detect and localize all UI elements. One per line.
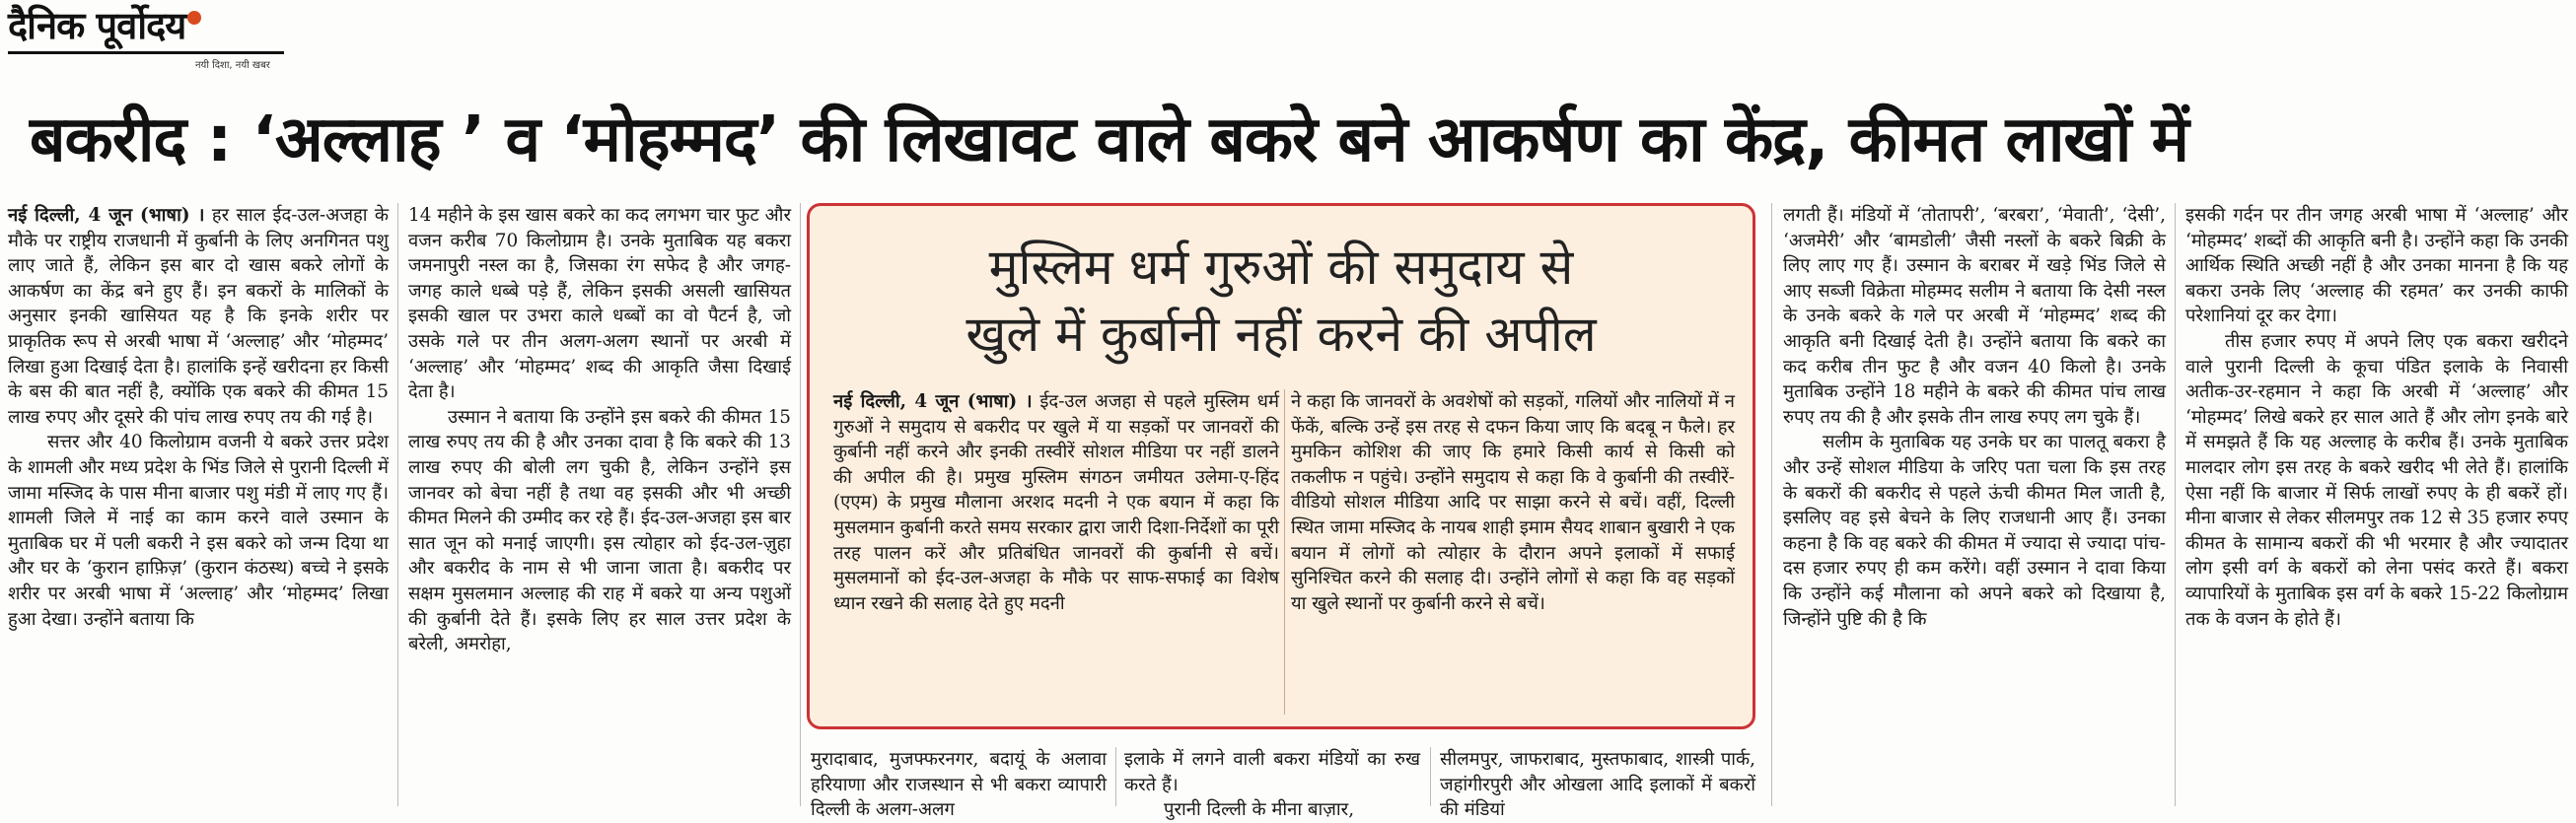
article-column-5	[1440, 747, 1755, 821]
column-divider	[1115, 747, 1116, 806]
sidebar-story-box	[807, 203, 1755, 729]
paragraph: सीलमपुर, जाफराबाद, मुस्तफाबाद, शास्त्री पार्क, जहांगीरपुरी और ओखला आदि इलाकों में बकरों की मंडियां	[1440, 749, 1755, 821]
logo-sun-icon	[187, 11, 201, 25]
masthead	[8, 2, 304, 73]
paragraph: सत्तर और 40 किलोग्राम वजनी ये बकरे उत्तर प्रदेश के शामली और मध्य प्रदेश के भिंड जिले से पुरानी दिल्ली में जामा मस्जिद के पास मीना बाजार पशु मंडी में लाए गए हैं। शामली जिले में नाई का काम करने वाले उस्मान के मुताबिक घर में पली बकरी ने इस बकरे को जन्म दिया था और घर के ‘कुरान हाफ़िज़’ (कुरान कंठस्थ) बच्चे ने इसके शरीर पर अरबी भाषा में ‘अल्लाह’ और ‘मोहम्मद’ लिखा हुआ देखा। उन्होंने बताया कि	[8, 432, 389, 630]
dateline: नई दिल्ली, 4 जून (भाषा) ।	[8, 205, 205, 226]
article-column-2	[408, 203, 791, 806]
paragraph: 14 महीने के इस खास बकरे का कद लगभग चार फुट और वजन करीब 70 किलोग्राम है। उनके मुताबिक यह बकरा जमनापुरी नस्ल का है, जिसका रंग सफेद है और जगह-जगह काले धब्बे पड़े हैं, लेकिन इसकी असली खासियत इसकी खाल पर उभरा काले धब्बों का वो पैटर्न है, जो उसके गले पर तीन अलग-अलग स्थानों पर अरबी में ‘अल्लाह’ और ‘मोहम्मद’ शब्द की आकृति जैसा दिखाई देता है।	[408, 205, 791, 403]
paragraph: सलीम के मुताबिक यह उनके घर का पालतू बकरा है और उन्हें सोशल मीडिया के जरिए पता चला कि इस तरह के बकरों की बकरीद से पहले ऊंची कीमत मिल जाती है, इसलिए वह इसे बेचने के लिए राजधानी आए हैं। उनका कहना है कि वह बकरे की कीमत में ज्यादा से ज्यादा पांच-दस हजार रुपए ही कम करेंगे। वहीं उस्मान ने दावा किया कि उन्होंने कई मौलाना को अपने बकरे को दिखाया है, जिन्होंने पुष्टि की है कि	[1783, 432, 2166, 630]
paragraph: उस्मान ने बताया कि उन्होंने इस बकरे की कीमत 15 लाख रुपए तय की है और उनका दावा है कि बकरे की 13 लाख रुपए की बोली लग चुकी है, लेकिन उन्होंने इस जानवर को बेचा नहीं है तथा वह इसकी और भी अच्छी कीमत मिलने की उम्मीद कर रहे हैं। ईद-उल-अजहा इस बार सात जून को मनाई जाएगी। इस त्योहार को ईद-उल-ज़ुहा और बकरीद के नाम से भी जाना जाता है। बकरीद पर सक्षम मुसलमान अल्लाह की राह में बकरे या अन्य पशुओं की कुर्बानी देते हैं। इसके लिए हर साल उत्तर प्रदेश के बरेली, अमरोहा,	[408, 406, 791, 655]
main-headline: बकरीद : ‘अल्लाह ’ व ‘मोहम्मद’ की लिखावट वाले बकरे बने आकर्षण का केंद्र, कीमत लाखों में	[30, 103, 2188, 176]
box-column-1	[833, 389, 1279, 715]
masthead-tagline: नयी दिशा, नयी खबर	[195, 60, 270, 71]
paragraph: इसकी गर्दन पर तीन जगह अरबी भाषा में ‘अल्लाह’ और ‘मोहम्मद’ शब्दों की आकृति बनी है। उन्होंने कहा कि उनकी आर्थिक स्थिति अच्छी नहीं है और उनका मानना है कि यह बकरा उनके लिए ‘अल्लाह की रहमत’ कर उनकी काफी परेशानियां दूर कर देगा।	[2185, 205, 2568, 327]
column-divider	[800, 203, 801, 806]
paragraph: हर साल ईद-उल-अजहा के मौके पर राष्ट्रीय राजधानी में कुर्बानी के लिए अनगिनत पशु लाए जाते हैं, लेकिन इस बार दो खास बकरे लोगों के आकर्षण का केंद्र बने हुए हैं। इन बकरों के मालिकों के अनुसार इनकी खासियत यह है कि इनके शरीर पर प्राकृतिक रूप से अरबी भाषा में ‘अल्लाह’ और ‘मोहम्मद’ लिखा हुआ दिखाई देता है। हालांकि इन्हें खरीदना हर किसी के बस की बात नहीं है, क्योंकि एक बकरे की कीमत 15 लाख रुपए और दूसरे की पांच लाख रुपए तय की गई है।	[8, 205, 389, 428]
dateline: नई दिल्ली, 4 जून (भाषा) ।	[833, 391, 1033, 412]
article-column-6	[1783, 203, 2166, 806]
paragraph: मुरादाबाद, मुजफ्फरनगर, बदायूं के अलावा हरियाणा और राजस्थान से भी बकरा व्यापारी दिल्ली के अलग-अलग	[811, 749, 1107, 821]
box-headline: मुस्लिम धर्म गुरुओं की समुदाय से खुले में कुर्बानी नहीं करने की अपील	[966, 239, 1597, 363]
paragraph: तीस हजार रुपए में अपने लिए एक बकरा खरीदने वाले पुरानी दिल्ली के कूचा पंडित इलाके के निवासी अतीक-उर-रहमान ने कहा कि अरबी में ‘अल्लाह’ और ‘मोहम्मद’ लिखे बकरे हर साल आते हैं और लोग इनके बारे में समझते हैं कि यह अल्लाह के करीब हैं। उनके मुताबिक मालदार लोग इस तरह के बकरे खरीद भी लेते हैं। हालांकि ऐसा नहीं कि बाजार में सिर्फ लाखों रुपए के ही बकरें हों। मीना बाजार से लेकर सीलमपुर तक 12 से 35 हजार रुपए कीमत के सामान्य बकरों की भी भरमार है और ज्यादातर लोग इसी वर्ग के बकरों को लेना पसंद करते हैं। बकरा व्यापारियों के मुताबिक इस वर्ग के बकरे 15-22 किलोग्राम तक के वजन के होते हैं।	[2185, 330, 2568, 630]
paragraph: ईद-उल अजहा से पहले मुस्लिम धर्म गुरुओं ने समुदाय से बकरीद पर खुले में या सड़कों पर जानवरों की कुर्बानी नहीं करने और इनकी तस्वीरें सोशल मीडिया पर नहीं डालने की अपील की है। प्रमुख मुस्लिम संगठन जमीयत उलेमा-ए-हिंद (एएम) के प्रमुख मौलाना अरशद मदनी ने एक बयान में कहा कि मुसलमान कुर्बानी करते समय सरकार द्वारा जारी दिशा-निर्देशों का पूरी तरह पालन करें और प्रतिबंधित जानवरों की कुर्बानी से बचें। मुसलमानों को ईद-उल-अजहा के मौके पर साफ-सफाई का विशेष ध्यान रखने की सलाह देते हुए मदनी	[833, 391, 1279, 614]
column-divider	[1430, 747, 1431, 806]
article-column-3	[811, 747, 1107, 821]
article-column-4	[1124, 747, 1420, 821]
column-divider	[397, 203, 398, 806]
newspaper-title: दैनिक पूर्वोदय	[8, 2, 304, 49]
box-column-2: ने कहा कि जानवरों के अवशेषों को सड़कों, गलियों और नालियों में न फेंकें, बल्कि उन्हें इस तरह से दफन किया जाए कि बदबू न फैले। हर मुमकिन कोशिश की जाए कि हमारे किसी कार्य से किसी को तकलीफ न पहुंचे। उन्होंने समुदाय से कहा कि वे कुर्बानी की तस्वीरें-वीडियो सोशल मीडिया आदि पर साझा करने से बचें। वहीं, दिल्ली स्थित जामा मस्जिद के नायब शाही इमाम सैयद शाबान बुखारी ने एक बयान में लोगों को त्योहार के दौरान अपने इलाकों में सफाई सुनिश्चित करने की सलाह दी। उन्होंने लोगों से कहा कि वह सड़कों या खुले स्थानों पर कुर्बानी करने से बचें।	[1291, 391, 1735, 614]
article-column-7	[2185, 203, 2568, 806]
column-divider	[1771, 203, 1772, 806]
box-column-divider	[1284, 389, 1285, 715]
paragraph: लगती हैं। मंडियों में ‘तोतापरी’, ‘बरबरा’, ‘मेवाती’, ‘देसी’, ‘अजमेरी’ और ‘बामडोली’ जैसी नस्लों के बकरे बिक्री के लिए लाए गए हैं। उस्मान के बराबर में खड़े भिंड जिले से आए सब्जी विक्रेता मोहम्मद सलीम ने बताया कि देसी नस्ल के उनके बकरे के गले पर अरबी में ‘मोहम्मद’ शब्द की आकृति बनी दिखाई देती है। उन्होंने बताया कि बकरे का कद करीब तीन फुट है और वजन 40 किलो है। उनके मुताबिक उन्होंने 18 महीने के बकरे की कीमत पांच लाख रुपए तय की है और इसके तीन लाख रुपए लग चुके हैं।	[1783, 205, 2166, 428]
article-column-1	[8, 203, 389, 806]
paragraph: इलाके में लगने वाली बकरा मंडियों का रुख करते हैं।	[1124, 749, 1420, 795]
paragraph: पुरानी दिल्ली के मीना बाज़ार,	[1164, 799, 1355, 821]
masthead-rule	[8, 51, 284, 54]
column-divider	[2175, 203, 2176, 806]
